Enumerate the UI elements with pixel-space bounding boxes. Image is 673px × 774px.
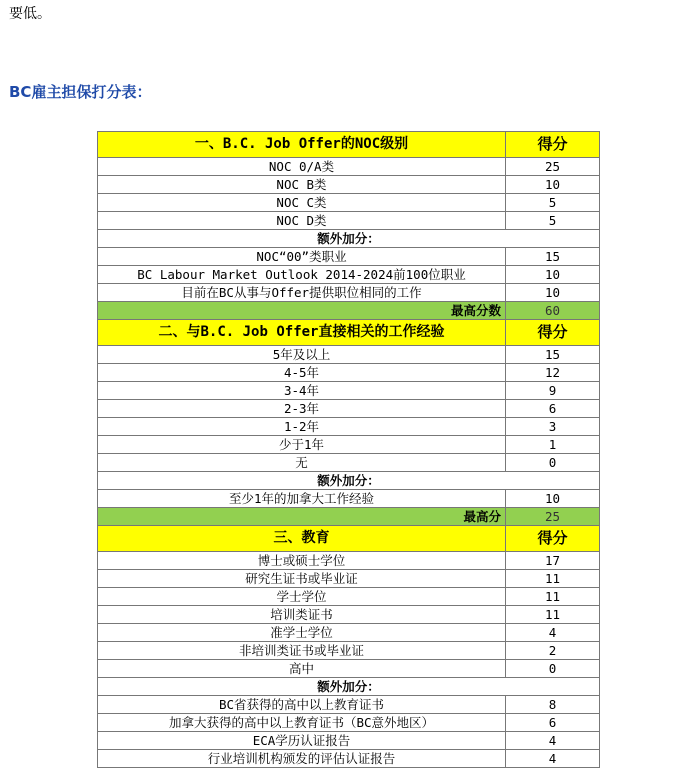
bonus-header-row	[98, 230, 600, 248]
max-score-label: 最高分数	[98, 302, 506, 320]
table-row	[98, 642, 600, 660]
criterion-label: 高中	[98, 660, 506, 678]
bonus-criterion-score: 4	[506, 732, 600, 750]
table-row	[98, 436, 600, 454]
criterion-label: 学士学位	[98, 588, 506, 606]
bonus-header-row	[98, 678, 600, 696]
criterion-label: 少于1年	[98, 436, 506, 454]
criterion-label: NOC C类	[98, 194, 506, 212]
criterion-label: NOC B类	[98, 176, 506, 194]
bonus-criterion-score: 8	[506, 696, 600, 714]
criterion-score: 4	[506, 624, 600, 642]
criterion-score: 5	[506, 212, 600, 230]
bonus-criterion-label: BC Labour Market Outlook 2014-2024前100位职业	[98, 266, 506, 284]
criterion-score: 6	[506, 400, 600, 418]
section-title: 三、教育	[98, 526, 506, 552]
table-row	[98, 624, 600, 642]
criterion-score: 1	[506, 436, 600, 454]
bonus-criterion-label: BC省获得的高中以上教育证书	[98, 696, 506, 714]
page-heading: BC雇主担保打分表：	[9, 83, 152, 101]
max-score-row	[98, 302, 600, 320]
table-row	[98, 266, 600, 284]
criterion-score: 11	[506, 606, 600, 624]
table-row	[98, 606, 600, 624]
criterion-score: 11	[506, 588, 600, 606]
score-column-header: 得分	[506, 526, 600, 552]
max-score-value: 25	[506, 508, 600, 526]
table-row	[98, 454, 600, 472]
section-header-row	[98, 320, 600, 346]
section-title: 一、B.C. Job Offer的NOC级别	[98, 132, 506, 158]
criterion-label: 培训类证书	[98, 606, 506, 624]
criterion-label: NOC D类	[98, 212, 506, 230]
bonus-label: 额外加分：	[98, 230, 600, 248]
table-row	[98, 696, 600, 714]
criterion-score: 17	[506, 552, 600, 570]
table-row	[98, 400, 600, 418]
criterion-score: 12	[506, 364, 600, 382]
criterion-label: 非培训类证书或毕业证	[98, 642, 506, 660]
table-row	[98, 284, 600, 302]
criterion-label: 无	[98, 454, 506, 472]
table-row	[98, 750, 600, 768]
criterion-label: 5年及以上	[98, 346, 506, 364]
table-row	[98, 364, 600, 382]
bonus-criterion-score: 6	[506, 714, 600, 732]
bonus-criterion-score: 10	[506, 490, 600, 508]
table-row	[98, 194, 600, 212]
bonus-criterion-label: 至少1年的加拿大工作经验	[98, 490, 506, 508]
criterion-label: 4-5年	[98, 364, 506, 382]
score-column-header: 得分	[506, 132, 600, 158]
criterion-label: 研究生证书或毕业证	[98, 570, 506, 588]
intro-text: 要低。	[9, 6, 51, 22]
bonus-criterion-label: 行业培训机构颁发的评估认证报告	[98, 750, 506, 768]
table-row	[98, 212, 600, 230]
section-title: 二、与B.C. Job Offer直接相关的工作经验	[98, 320, 506, 346]
table-row	[98, 382, 600, 400]
table-row	[98, 418, 600, 436]
max-score-row	[98, 508, 600, 526]
table-row	[98, 552, 600, 570]
bonus-criterion-score: 10	[506, 284, 600, 302]
bonus-header-row	[98, 472, 600, 490]
criterion-score: 25	[506, 158, 600, 176]
bc-employer-score-table	[97, 131, 600, 768]
table-row	[98, 346, 600, 364]
table-row	[98, 158, 600, 176]
table-row	[98, 660, 600, 678]
criterion-label: NOC 0/A类	[98, 158, 506, 176]
bonus-criterion-label: ECA学历认证报告	[98, 732, 506, 750]
bonus-label: 额外加分：	[98, 678, 600, 696]
criterion-label: 1-2年	[98, 418, 506, 436]
criterion-score: 0	[506, 660, 600, 678]
bonus-label: 额外加分：	[98, 472, 600, 490]
table-row	[98, 714, 600, 732]
table-row	[98, 490, 600, 508]
criterion-score: 11	[506, 570, 600, 588]
bonus-criterion-score: 10	[506, 266, 600, 284]
max-score-label: 最高分	[98, 508, 506, 526]
score-table-body	[98, 132, 600, 768]
bonus-criterion-label: 目前在BC从事与Offer提供职位相同的工作	[98, 284, 506, 302]
criterion-label: 博士或硕士学位	[98, 552, 506, 570]
table-row	[98, 588, 600, 606]
criterion-label: 2-3年	[98, 400, 506, 418]
score-column-header: 得分	[506, 320, 600, 346]
table-row	[98, 248, 600, 266]
bonus-criterion-label: 加拿大获得的高中以上教育证书（BC意外地区）	[98, 714, 506, 732]
criterion-score: 5	[506, 194, 600, 212]
criterion-score: 9	[506, 382, 600, 400]
criterion-label: 3-4年	[98, 382, 506, 400]
criterion-score: 3	[506, 418, 600, 436]
bonus-criterion-score: 4	[506, 750, 600, 768]
criterion-score: 2	[506, 642, 600, 660]
section-header-row	[98, 132, 600, 158]
criterion-score: 10	[506, 176, 600, 194]
section-header-row	[98, 526, 600, 552]
table-row	[98, 176, 600, 194]
criterion-score: 0	[506, 454, 600, 472]
bonus-criterion-score: 15	[506, 248, 600, 266]
table-row	[98, 570, 600, 588]
criterion-score: 15	[506, 346, 600, 364]
table-row	[98, 732, 600, 750]
criterion-label: 准学士学位	[98, 624, 506, 642]
max-score-value: 60	[506, 302, 600, 320]
bonus-criterion-label: NOC“00”类职业	[98, 248, 506, 266]
